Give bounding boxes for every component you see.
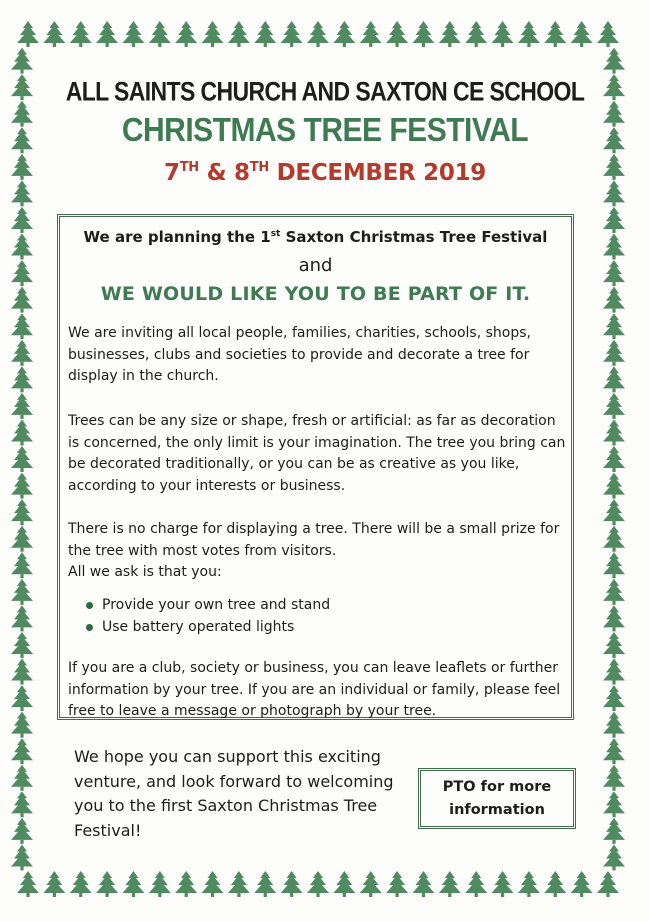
tree-icon <box>603 818 625 844</box>
tree-icon <box>11 712 33 738</box>
tree-icon <box>603 552 625 578</box>
tree-icon <box>11 48 33 74</box>
tree-icon <box>597 21 619 47</box>
tree-icon <box>603 738 625 764</box>
tree-icon <box>11 419 33 445</box>
pto-text: PTO for more information <box>442 778 552 818</box>
tree-icon <box>544 21 566 47</box>
tree-icon <box>11 234 33 260</box>
tree-icon <box>603 313 625 339</box>
tree-icon <box>17 21 39 47</box>
tree-icon <box>603 366 625 392</box>
tree-icon <box>439 871 461 897</box>
tree-icon <box>492 21 514 47</box>
tree-icon <box>597 871 619 897</box>
tree-icon <box>122 871 144 897</box>
tree-icon <box>281 21 303 47</box>
tree-icon <box>603 605 625 631</box>
tree-icon <box>43 21 65 47</box>
tree-icon <box>603 260 625 286</box>
tree-guidance-paragraph: Trees can be any size or shape, fresh or artificial: as far as decoration is concerned, the only limit is your imagination. The tree you bring can be decorated traditionally, or you can be as creative as you like, according to your interests or business. <box>68 413 566 494</box>
tree-icon <box>228 21 250 47</box>
charge-prize-paragraph: There is no charge for displaying a tree. There will be a small prize for the tree with most votes from visitors. <box>68 521 560 559</box>
tree-icon <box>11 844 33 870</box>
main-info-box <box>57 214 574 720</box>
date-sup2: TH <box>249 160 269 175</box>
intro-before: We are planning the 1 <box>83 228 271 246</box>
list-item-text: Provide your own tree and stand <box>102 597 331 613</box>
festival-title: CHRISTMAS TREE FESTIVAL <box>121 111 529 149</box>
tree-icon <box>603 207 625 233</box>
tree-icon <box>307 21 329 47</box>
date-day1: 7 <box>164 160 180 186</box>
tree-icon <box>603 287 625 313</box>
tree-icon <box>571 871 593 897</box>
list-item <box>80 594 330 616</box>
tree-icon <box>333 871 355 897</box>
tree-icon <box>603 579 625 605</box>
requirements-list <box>80 594 330 638</box>
leaflets-paragraph: If you are a club, society or business, you can leave leaflets or further information by your tree. If you are an individual or family, please feel free to leave a message or photograph by your tree. <box>68 660 561 719</box>
tree-icon <box>439 21 461 47</box>
tree-icon <box>465 21 487 47</box>
date-rest: DECEMBER 2019 <box>268 160 486 186</box>
tree-icon <box>175 21 197 47</box>
tree-icon <box>122 21 144 47</box>
tree-icon <box>544 871 566 897</box>
tree-icon <box>149 871 171 897</box>
tree-icon <box>11 446 33 472</box>
tree-icon <box>281 871 303 897</box>
ask-line: All we ask is that you: <box>68 564 222 580</box>
tree-icon <box>603 526 625 552</box>
tree-icon <box>603 234 625 260</box>
tree-icon <box>11 473 33 499</box>
tree-icon <box>149 21 171 47</box>
tree-icon <box>412 871 434 897</box>
tree-icon <box>603 340 625 366</box>
tree-icon <box>465 871 487 897</box>
tree-icon <box>11 499 33 525</box>
tree-icon <box>603 499 625 525</box>
date-mid: & 8 <box>198 160 250 186</box>
tree-icon <box>518 871 540 897</box>
tree-icon <box>571 21 593 47</box>
tree-icon <box>386 871 408 897</box>
invitation-paragraph: We are inviting all local people, families, charities, schools, shops, businesses, clubs and societies to provide and decorate a tree for display in the church. <box>68 325 531 384</box>
tree-icon <box>11 659 33 685</box>
intro-after: Saxton Christmas Tree Festival <box>280 228 548 246</box>
tree-icon <box>11 393 33 419</box>
tree-icon <box>11 632 33 658</box>
tree-icon <box>11 340 33 366</box>
tree-icon <box>96 871 118 897</box>
tree-icon <box>603 659 625 685</box>
tree-icon <box>202 21 224 47</box>
date-sup1: TH <box>179 160 199 175</box>
tree-icon <box>96 21 118 47</box>
tree-icon <box>254 21 276 47</box>
tree-icon <box>603 393 625 419</box>
tree-icon <box>11 260 33 286</box>
list-item <box>80 616 330 638</box>
tree-icon <box>11 313 33 339</box>
tree-icon <box>202 871 224 897</box>
tree-icon <box>492 871 514 897</box>
tree-icon <box>307 871 329 897</box>
tree-icon <box>228 871 250 897</box>
tree-icon <box>70 871 92 897</box>
tree-icon <box>175 871 197 897</box>
tree-icon <box>603 419 625 445</box>
tree-icon <box>386 21 408 47</box>
bullet-dot-icon <box>86 624 93 631</box>
intro-line <box>60 228 571 246</box>
tree-icon <box>17 871 39 897</box>
call-to-action: WE WOULD LIKE YOU TO BE PART OF IT. <box>100 283 531 305</box>
bullet-dot-icon <box>86 602 93 609</box>
tree-icon <box>11 685 33 711</box>
tree-icon <box>11 287 33 313</box>
tree-icon <box>360 871 382 897</box>
tree-icon <box>11 579 33 605</box>
tree-icon <box>603 765 625 791</box>
tree-icon <box>11 791 33 817</box>
organisers-heading: ALL SAINTS CHURCH AND SAXTON CE SCHOOL <box>65 75 585 107</box>
tree-icon <box>11 818 33 844</box>
tree-icon <box>11 207 33 233</box>
tree-icon <box>43 871 65 897</box>
and-line: and <box>298 255 333 276</box>
tree-icon <box>333 21 355 47</box>
tree-icon <box>603 473 625 499</box>
tree-icon <box>11 526 33 552</box>
tree-icon <box>603 712 625 738</box>
tree-icon <box>603 844 625 870</box>
tree-icon <box>518 21 540 47</box>
tree-icon <box>412 21 434 47</box>
tree-icon <box>360 21 382 47</box>
tree-icon <box>603 632 625 658</box>
tree-icon <box>11 552 33 578</box>
tree-icon <box>603 685 625 711</box>
tree-icon <box>11 366 33 392</box>
festival-dates <box>0 160 650 186</box>
tree-icon <box>11 605 33 631</box>
list-item-text: Use battery operated lights <box>102 619 295 635</box>
tree-icon <box>70 21 92 47</box>
pto-box <box>418 768 576 829</box>
closing-message: We hope you can support this exciting venture, and look forward to welcoming you to the first Saxton Christmas Tree Festival! <box>74 747 394 840</box>
intro-sup: st <box>270 229 281 239</box>
tree-icon <box>254 871 276 897</box>
tree-icon <box>603 446 625 472</box>
tree-icon <box>11 765 33 791</box>
tree-icon <box>603 48 625 74</box>
tree-icon <box>11 738 33 764</box>
tree-icon <box>603 791 625 817</box>
